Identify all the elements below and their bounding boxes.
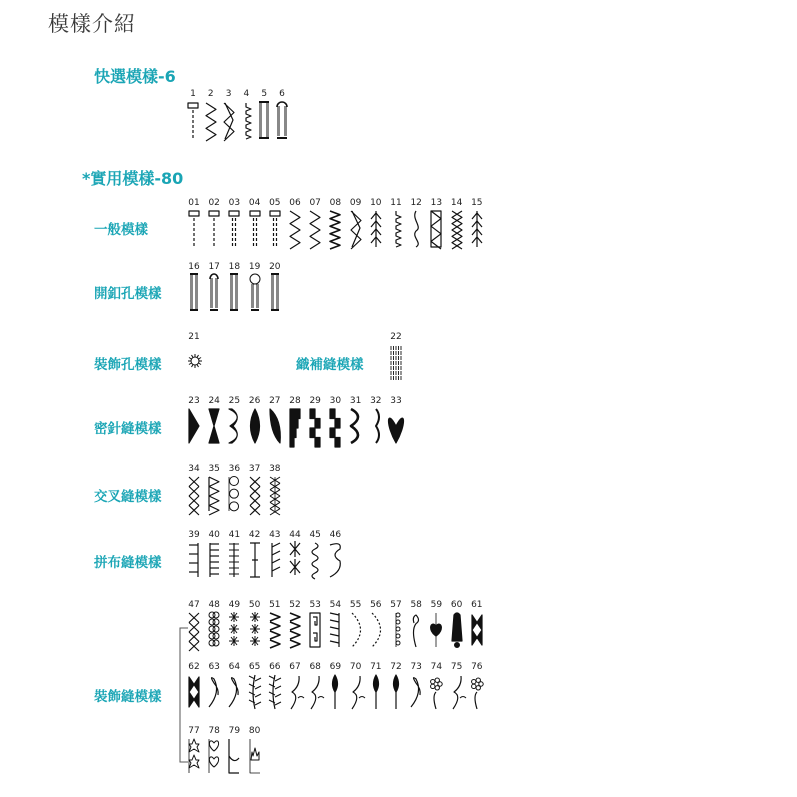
cross-pattern-36 [227,475,241,513]
decorative-pattern-50 [248,611,262,649]
pattern-number-64: 64 [228,662,241,672]
satin-pattern-29 [308,407,322,445]
pattern-number-11: 11 [390,198,402,208]
pattern-number-12: 12 [410,198,422,208]
pattern-number-04: 04 [248,198,261,208]
general-pattern-08 [328,209,342,247]
satin-pattern-25 [227,407,241,445]
pattern-number-76: 76 [471,662,483,672]
general-pattern-07 [308,209,322,247]
buttonhole-pattern-19 [249,273,261,311]
pattern-number-19: 19 [248,262,261,272]
decorative-pattern-55 [349,611,363,649]
eyelet-pattern-21 [187,353,203,369]
pattern-number-14: 14 [450,198,463,208]
pattern-number-50: 50 [248,600,261,610]
pattern-number-17: 17 [208,262,220,272]
pattern-number-56: 56 [370,600,382,610]
decorative-pattern-78 [207,737,221,775]
pattern-number-44: 44 [289,530,301,540]
pattern-number-52: 52 [289,600,301,610]
pattern-number-15: 15 [471,198,483,208]
decorative-pattern-52 [288,611,302,649]
decorative-pattern-49 [227,611,241,649]
pattern-number-43: 43 [269,530,281,540]
pattern-number-28: 28 [289,396,301,406]
decorative-pattern-51 [268,611,282,649]
quick-pattern-6 [275,101,289,139]
pattern-number-58: 58 [410,600,422,610]
decorative-pattern-48 [207,611,221,649]
pattern-number-30: 30 [329,396,342,406]
buttonhole-pattern-16 [188,273,200,311]
decorative-pattern-59 [429,611,443,649]
pattern-number-33: 33 [390,396,402,406]
pattern-number-27: 27 [269,396,281,406]
darning-pattern-22 [389,345,403,381]
group-label-eyelet: 裝飾孔模樣 [94,357,162,373]
satin-pattern-28 [288,407,302,445]
pattern-number-68: 68 [309,662,321,672]
decorative-pattern-73 [409,673,423,711]
decorative-pattern-66 [268,673,282,711]
decorative-pattern-65 [248,673,262,711]
page-title: 模樣介紹 [48,12,136,36]
decorative-pattern-61 [470,611,484,649]
decorative-pattern-75 [450,673,464,711]
decorative-pattern-74 [429,673,443,711]
pattern-number-62: 62 [188,662,200,672]
group-label-buttonhole: 開釦孔模樣 [94,286,162,302]
pattern-number-38: 38 [269,464,281,474]
pattern-number-55: 55 [349,600,362,610]
pattern-number-47: 47 [188,600,200,610]
quick-section-title: 快選模樣-6 [94,67,176,86]
pattern-number-02: 02 [208,198,220,208]
satin-pattern-27 [268,407,282,445]
decorative-pattern-70 [349,673,363,711]
pattern-number-36: 36 [228,464,241,474]
pattern-number-40: 40 [208,530,220,540]
general-pattern-15 [470,209,484,247]
pattern-number-79: 79 [228,726,241,736]
pattern-number-61: 61 [471,600,483,610]
decorative-pattern-47 [187,611,201,649]
pattern-number-69: 69 [329,662,342,672]
buttonhole-pattern-17 [208,273,220,311]
pattern-number-06: 06 [289,198,301,208]
pattern-number-73: 73 [410,662,422,672]
pattern-number-25: 25 [228,396,241,406]
general-pattern-06 [288,209,302,247]
decorative-pattern-77 [187,737,201,775]
quilting-pattern-43 [268,541,282,579]
pattern-number-74: 74 [430,662,443,672]
pattern-number-4: 4 [243,89,250,99]
decorative-pattern-79 [227,737,241,775]
pattern-number-60: 60 [450,600,463,610]
decorative-pattern-63 [207,673,221,711]
general-pattern-01 [187,209,201,247]
decorative-pattern-76 [470,673,484,711]
group-label-decorative: 裝飾縫模樣 [94,689,162,705]
satin-pattern-30 [328,407,342,445]
quilting-pattern-39 [187,541,201,579]
quilting-pattern-45 [308,541,322,579]
decorative-pattern-64 [227,673,241,711]
pattern-number-46: 46 [329,530,342,540]
pattern-number-51: 51 [269,600,281,610]
pattern-number-3: 3 [225,89,232,99]
quick-pattern-4 [239,101,253,139]
pattern-number-57: 57 [390,600,402,610]
pattern-number-5: 5 [261,89,268,99]
general-pattern-05 [268,209,282,247]
decorative-pattern-60 [450,611,464,649]
group-label-cross: 交叉縫模樣 [94,489,162,505]
general-pattern-14 [450,209,464,247]
pattern-number-35: 35 [208,464,220,474]
general-pattern-09 [349,209,363,247]
pattern-number-05: 05 [269,198,281,208]
pattern-number-70: 70 [349,662,362,672]
general-pattern-03 [227,209,241,247]
decorative-pattern-58 [409,611,423,649]
pattern-number-2: 2 [207,89,214,99]
quilting-pattern-44 [288,541,302,579]
general-pattern-10 [369,209,383,247]
pattern-number-39: 39 [188,530,200,540]
pattern-number-01: 01 [188,198,200,208]
pattern-number-1: 1 [190,89,196,99]
pattern-number-77: 77 [188,726,200,736]
pattern-number-03: 03 [228,198,241,208]
pattern-number-78: 78 [208,726,220,736]
pattern-number-71: 71 [370,662,382,672]
quick-pattern-3 [222,101,236,139]
pattern-number-53: 53 [309,600,321,610]
pattern-number-21: 21 [188,332,200,342]
pattern-number-09: 09 [349,198,362,208]
quilting-pattern-40 [207,541,221,579]
pattern-number-49: 49 [228,600,241,610]
cross-pattern-34 [187,475,201,513]
decorative-pattern-68 [308,673,322,711]
pattern-number-22: 22 [390,332,402,342]
pattern-number-26: 26 [248,396,261,406]
pattern-number-6: 6 [279,89,285,99]
quilting-pattern-46 [328,541,342,579]
pattern-number-07: 07 [309,198,321,208]
pattern-number-45: 45 [309,530,321,540]
quick-pattern-5 [257,101,271,139]
pattern-number-42: 42 [248,530,261,540]
decorative-pattern-80 [248,737,262,775]
pattern-number-10: 10 [370,198,382,208]
decorative-pattern-57 [389,611,403,649]
pattern-number-16: 16 [188,262,200,272]
group-label-darning: 織補縫模樣 [296,357,364,373]
general-pattern-02 [207,209,221,247]
pattern-number-24: 24 [208,396,220,406]
group-label-quilting: 拼布縫模樣 [94,555,162,571]
cross-pattern-38 [268,475,282,513]
satin-pattern-26 [248,407,262,445]
general-pattern-12 [409,209,423,247]
pattern-number-54: 54 [329,600,342,610]
general-pattern-13 [429,209,443,247]
pattern-number-08: 08 [329,198,342,208]
pattern-number-34: 34 [188,464,200,474]
quick-pattern-2 [204,101,218,139]
pattern-number-63: 63 [208,662,220,672]
decorative-pattern-69 [328,673,342,711]
quick-pattern-1 [186,101,200,139]
quilting-pattern-42 [248,541,262,579]
pattern-number-37: 37 [248,464,261,474]
decorative-pattern-56 [369,611,383,649]
pattern-number-23: 23 [188,396,200,406]
decorative-pattern-71 [369,673,383,711]
pattern-number-31: 31 [349,396,362,406]
general-pattern-11 [389,209,403,247]
practical-section-title: *實用模樣-80 [82,169,184,188]
cross-pattern-37 [248,475,262,513]
general-pattern-04 [248,209,262,247]
buttonhole-pattern-18 [228,273,240,311]
buttonhole-pattern-20 [269,273,281,311]
satin-pattern-33 [389,407,403,445]
pattern-number-20: 20 [269,262,281,272]
satin-pattern-24 [207,407,221,445]
pattern-number-13: 13 [430,198,443,208]
satin-pattern-23 [187,407,201,445]
pattern-number-75: 75 [450,662,463,672]
pattern-number-72: 72 [390,662,402,672]
decorative-pattern-54 [328,611,342,649]
pattern-number-66: 66 [269,662,281,672]
pattern-number-67: 67 [289,662,301,672]
cross-pattern-35 [207,475,221,513]
pattern-number-29: 29 [309,396,321,406]
pattern-number-59: 59 [430,600,443,610]
quilting-pattern-41 [227,541,241,579]
decorative-pattern-67 [288,673,302,711]
decorative-pattern-53 [308,611,322,649]
pattern-number-18: 18 [228,262,241,272]
group-label-satin: 密針縫模樣 [94,421,162,437]
pattern-number-65: 65 [248,662,261,672]
decorative-pattern-72 [389,673,403,711]
decorative-pattern-62 [187,673,201,711]
satin-pattern-32 [369,407,383,445]
pattern-number-32: 32 [370,396,382,406]
pattern-number-48: 48 [208,600,220,610]
pattern-number-80: 80 [248,726,261,736]
group-label-general: 一般模樣 [94,222,148,238]
satin-pattern-31 [349,407,363,445]
pattern-number-41: 41 [228,530,241,540]
